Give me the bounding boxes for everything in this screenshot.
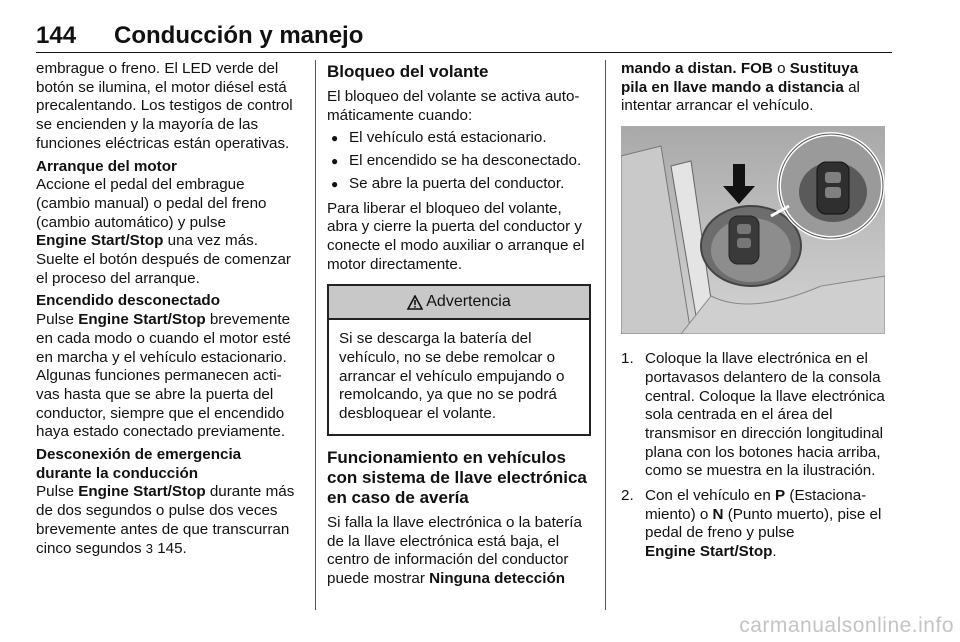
section-heading-emergencia: Desconexión de emergencia durante la conducción — [36, 446, 242, 482]
text: Si falla la llave electrónica o la batería de la llave electrónica está baja, el centro de información del conductor puede mostrar — [327, 513, 582, 587]
section-heading-bloqueo: Bloqueo del volante — [327, 62, 489, 81]
page-header — [36, 22, 892, 52]
section-heading-llave-electronica: Funcionamiento en vehículos con sistema de llave electrónica en caso de avería — [327, 447, 587, 507]
warning-box — [327, 284, 591, 436]
warning-title-bar — [329, 286, 589, 320]
column-divider-1 — [315, 60, 316, 610]
paragraph-arranque — [36, 176, 300, 251]
bullet-list — [327, 129, 591, 193]
gear-label: N — [712, 505, 724, 523]
page-reference-icon[interactable]: 3 — [145, 540, 153, 556]
text: (Estacionamiento) o — [645, 487, 867, 523]
list-item: ● El vehículo está estacionario. — [327, 129, 591, 148]
paragraph-emergencia — [36, 483, 300, 558]
paragraph-suelte: Suelte el botón después de comenzar el proceso del arranque. — [36, 251, 291, 287]
gear-label: P — [775, 487, 786, 505]
list-item-step-2 — [621, 487, 887, 562]
section-heading-arranque: Arranque del motor — [36, 157, 177, 175]
list-item: ● El encendido se ha desconectado. — [327, 152, 591, 171]
paragraph-bloqueo-intro: El bloqueo del volante se activa automáticamente cuando: — [327, 88, 580, 124]
text: Con el vehículo en — [645, 487, 776, 505]
column-3 — [621, 60, 887, 568]
illustration-key-in-cupholder — [621, 126, 885, 334]
message-label: Sustituya pila en llave mando a distancia — [621, 60, 859, 96]
text: una vez más. — [163, 232, 258, 250]
list-item: ● Se abre la puerta del conductor. — [327, 175, 591, 194]
warning-title: Advertencia — [426, 292, 511, 310]
key-label: Engine Start/Stop — [78, 483, 206, 501]
warning-text: Si se descarga la batería del vehículo, no se debe remolcar o arrancar el vehículo empujando o remolcando, ya que no se podrá desbloquear el volante. — [339, 330, 565, 423]
step-text: Coloque la llave electrónica en el portavasos delantero de la consola central. Coloque la llave electrónica sola centrada en el área del transmisor en dirección longitudinal plana con los botones hacia arriba, como se muestra en la ilustración. — [645, 350, 885, 480]
message-label: mando a distan. FOB — [621, 60, 773, 77]
key-label: Engine Start/Stop — [36, 232, 164, 250]
paragraph-liberar: Para liberar el bloqueo del volante, abra y cierre la puerta del conductor y conecte el modo auxiliar o arranque el motor directamente. — [327, 199, 585, 273]
message-label: Ninguna detección — [429, 569, 566, 587]
step-number: 2. — [621, 487, 634, 505]
key-label: Engine Start/Stop — [645, 543, 773, 561]
column-2 — [327, 60, 591, 593]
text: . — [772, 543, 777, 561]
column-1 — [36, 60, 300, 562]
list-item-step-1 — [621, 350, 887, 481]
warning-triangle-icon — [407, 295, 423, 310]
intro-paragraph: embrague o freno. El LED verde del botón se ilumina, el motor diésel está precalentando. Los testigos de control se encienden y la mayoría de las funciones eléctricas están operativas. — [36, 60, 293, 152]
section-heading-encendido: Encendido desconectado — [36, 292, 220, 310]
text: (Punto muerto), pise el pedal de freno y pulse — [645, 505, 882, 542]
cupholder-illustration-icon — [621, 126, 885, 334]
page-number: 144 — [36, 22, 77, 49]
paragraph-encendido — [36, 311, 300, 442]
page-reference[interactable]: 145. — [153, 539, 187, 557]
watermark: carmanualsonline.info — [739, 614, 954, 637]
paragraph-mensaje — [621, 60, 887, 116]
step-number: 1. — [621, 350, 634, 368]
header-rule — [36, 52, 892, 53]
text: durante más de dos segundos o pulse dos veces brevemente antes de que transcurran cinco segundos — [36, 483, 295, 557]
text: o — [772, 60, 790, 77]
text: Accione el pedal del embrague (cambio manual) o pedal del freno (cambio automático) y pulse — [36, 176, 267, 231]
chapter-title: Conducción y manejo — [114, 22, 364, 49]
text: al intentar arrancar el vehículo. — [621, 78, 860, 115]
column-divider-2 — [605, 60, 606, 610]
paragraph-fallo-llave — [327, 514, 591, 589]
key-label: Engine Start/Stop — [78, 311, 206, 329]
text: Pulse — [36, 483, 79, 501]
steps-list — [621, 350, 887, 562]
text: brevemente en cada modo o cuando el motor esté en marcha y el vehículo estacionario. Algunas funciones permanecen activas hasta que se abre la puerta del conductor, siempre que el encendido haya estado conectado previamente. — [36, 311, 291, 441]
text: Pulse — [36, 311, 79, 329]
